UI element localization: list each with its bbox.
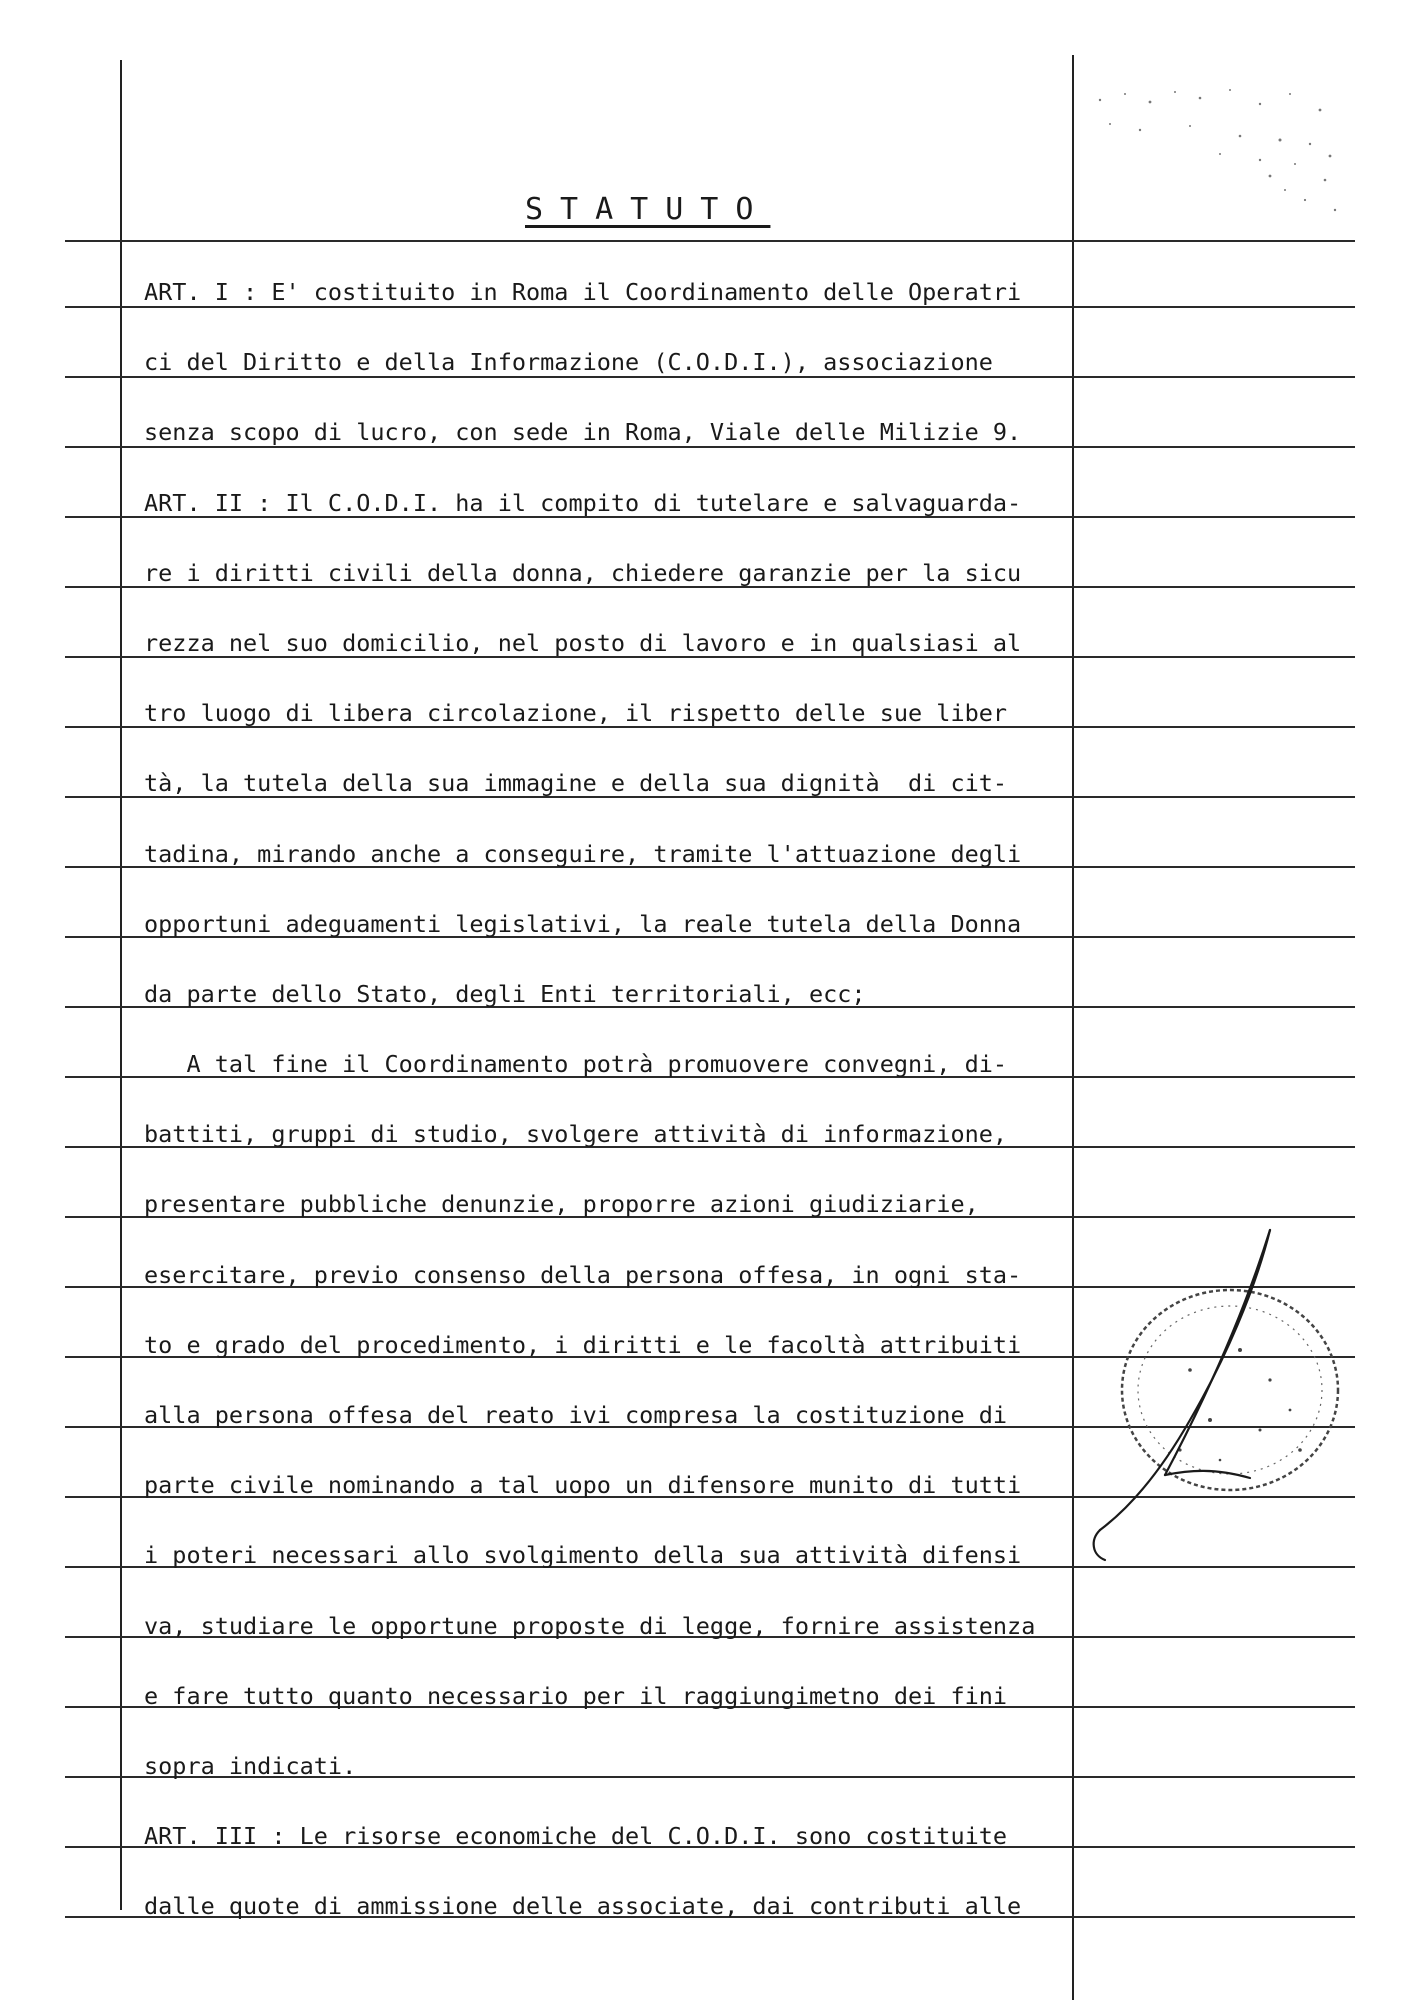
page-title: STATUTO bbox=[525, 192, 771, 227]
text-line: esercitare, previo consenso della persona offesa, in ogni sta- bbox=[144, 1260, 1022, 1289]
text-line: ci del Diritto e della Informazione (C.O.D.I.), associazione bbox=[144, 348, 993, 377]
stamp-seal-icon bbox=[1122, 1290, 1338, 1490]
text-line: alla persona offesa del reato ivi compresa la costituzione di bbox=[144, 1401, 1008, 1429]
text-line: senza scopo di lucro, con sede in Roma, Viale delle Milizie 9. bbox=[144, 418, 1022, 447]
text-line: A tal fine il Coordinamento potrà promuovere convegni, di- bbox=[144, 1050, 1008, 1079]
stamp-signature bbox=[1040, 1220, 1340, 1640]
text-line: tro luogo di libera circolazione, il rispetto delle sue liber bbox=[144, 699, 1008, 728]
left-margin-rule bbox=[120, 60, 122, 1910]
text-line: da parte dello Stato, degli Enti territoriali, ecc; bbox=[144, 979, 866, 1008]
text-line: ART. I : E' costituito in Roma il Coordinamento delle Operatri bbox=[144, 278, 1022, 306]
text-line: va, studiare le opportune proposte di legge, fornire assistenza bbox=[144, 1611, 1036, 1640]
text-line: i poteri necessari allo svolgimento della sua attività difensi bbox=[144, 1541, 1022, 1570]
text-line: presentare pubbliche denunzie, proporre azioni giudiziarie, bbox=[144, 1190, 979, 1219]
text-line: dalle quote di ammissione delle associate, dai contributi alle bbox=[144, 1892, 1022, 1921]
text-line: opportuni adeguamenti legislativi, la reale tutela della Donna bbox=[144, 909, 1022, 938]
text-line: sopra indicati. bbox=[144, 1751, 357, 1780]
text-line: tadina, mirando anche a conseguire, tramite l'attuazione degli bbox=[144, 839, 1022, 868]
text-line: to e grado del procedimento, i diritti e le facoltà attribuiti bbox=[144, 1330, 1022, 1359]
text-line: rezza nel suo domicilio, nel posto di lavoro e in qualsiasi al bbox=[144, 628, 1022, 657]
text-line: re i diritti civili della donna, chiedere garanzie per la sicu bbox=[144, 558, 1022, 587]
text-line: tà, la tutela della sua immagine e della sua dignità di cit- bbox=[144, 769, 1008, 798]
scan-noise bbox=[1080, 80, 1350, 240]
signature-icon bbox=[1094, 1230, 1270, 1560]
text-line: ART. II : Il C.O.D.I. ha il compito di tutelare e salvaguarda- bbox=[144, 488, 1022, 517]
body-text bbox=[144, 262, 1074, 1947]
text-line: e fare tutto quanto necessario per il raggiungimetno dei fini bbox=[144, 1681, 1008, 1710]
text-line: parte civile nominando a tal uopo un difensore munito di tutti bbox=[144, 1471, 1022, 1500]
text-line: ART. III : Le risorse economiche del C.O.D.I. sono costituite bbox=[144, 1822, 1008, 1851]
text-line: battiti, gruppi di studio, svolgere attività di informazione, bbox=[144, 1120, 1008, 1149]
